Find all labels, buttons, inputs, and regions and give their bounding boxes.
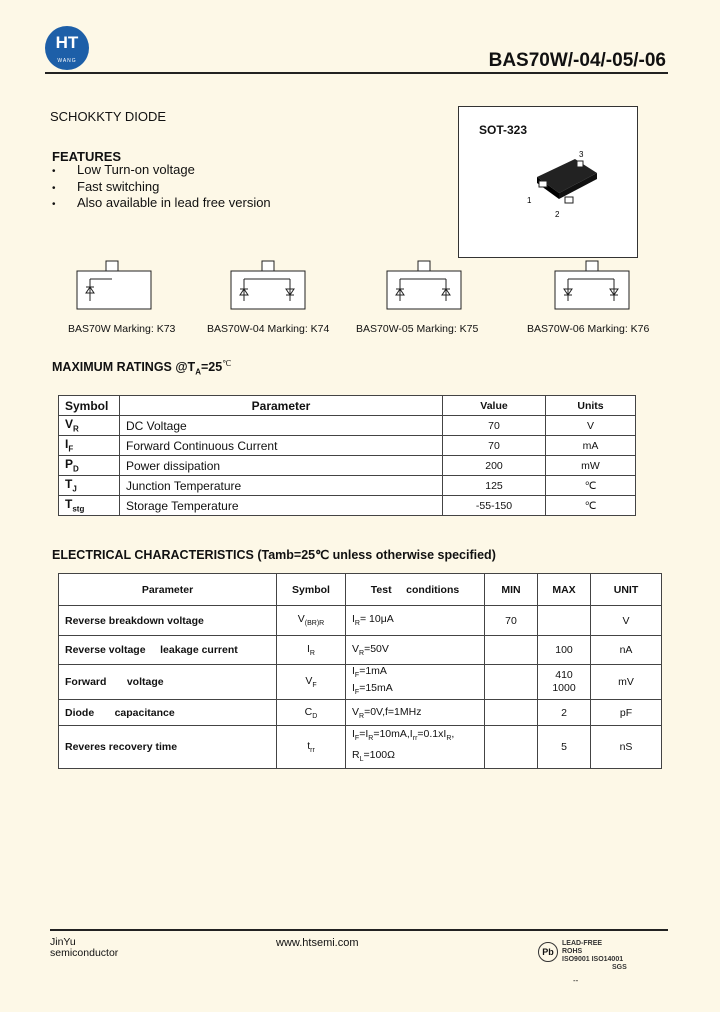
feature-item: • Fast switching (52, 180, 271, 197)
col-unit: UNIT (591, 574, 662, 606)
col-parameter: Parameter (120, 396, 443, 416)
elec-heading: ELECTRICAL CHARACTERISTICS (Tamb=25℃ unless otherwise specified) (52, 548, 496, 562)
footer-url-link[interactable]: www.htsemi.com (276, 937, 359, 949)
footer-company-sub: semiconductor (50, 947, 119, 959)
col-value: Value (443, 396, 546, 416)
table-row: $T_J$ Junction Temperature 125 ℃ (59, 476, 636, 496)
table-row: Reveres recovery time $t_{rr}$ $I_F=I_R=10mA,I_{rr}=0.1xI_R$, $R_L=100\Omega$ 5 nS (59, 726, 662, 769)
col-parameter: Parameter (59, 574, 277, 606)
part-number-title: BAS70W/-04/-05/-06 (488, 50, 666, 71)
schematic-bas70w-05 (386, 259, 464, 311)
package-icon (519, 147, 609, 222)
marking-label: BAS70W Marking: K73 (68, 323, 176, 335)
max-ratings-table (58, 395, 636, 516)
table-row: Reverse voltage leakage current $I_R$ $V_R=50V$ 100 nA (59, 636, 662, 665)
elec-table (58, 573, 662, 769)
feature-item: • Low Turn-on voltage (52, 163, 271, 180)
col-min: MIN (485, 574, 538, 606)
package-box (458, 106, 638, 258)
pb-free-icon: Pb (538, 942, 558, 962)
col-conditions: Test conditions (346, 574, 485, 606)
col-units: Units (546, 396, 636, 416)
page-mark: -- (573, 976, 579, 985)
col-symbol: Symbol (277, 574, 346, 606)
footer-divider (50, 929, 668, 931)
marking-label: BAS70W-05 Marking: K75 (356, 323, 479, 335)
certification-block: LEAD-FREE ROHS ISO9001 ISO14001 SGS (562, 940, 627, 971)
col-symbol: Symbol (59, 396, 120, 416)
table-row: $T_{stg}$ Storage Temperature -55-150 ℃ (59, 496, 636, 516)
marking-label: BAS70W-04 Marking: K74 (207, 323, 330, 335)
schematic-bas70w (76, 259, 154, 311)
table-row: $I_F$ Forward Continuous Current 70 mA (59, 436, 636, 456)
max-ratings-heading: MAXIMUM RATINGS $@T_A=25^℃$ (52, 359, 232, 377)
marking-label: BAS70W-06 Marking: K76 (527, 323, 650, 335)
table-row: $V_R$ DC Voltage 70 V (59, 416, 636, 436)
schematic-bas70w-04 (230, 259, 308, 311)
device-type: SCHOKKTY DIODE (50, 109, 167, 124)
table-row: Diode capacitance $C_D$ $V_R=0V,f=1MHz$ 2 pF (59, 700, 662, 726)
col-max: MAX (538, 574, 591, 606)
table-row: Forward voltage $V_F$ $I_F=1mA$ $I_F=15mA$ 410 1000 mV (59, 665, 662, 700)
pin-1-label: 1 (527, 196, 532, 205)
schematic-bas70w-06 (554, 259, 632, 311)
package-name: SOT-323 (479, 123, 528, 137)
pin-3-label: 3 (579, 150, 584, 159)
features-heading: FEATURES (52, 149, 122, 164)
company-logo: HT WANG (45, 26, 89, 70)
table-row: $P_D$ Power dissipation 200 mW (59, 456, 636, 476)
table-row: Reverse breakdown voltage $V_{(BR)R}$ $I_R= 10\mu A$ 70 V (59, 606, 662, 636)
header-divider (45, 72, 668, 74)
pin-2-label: 2 (555, 210, 560, 219)
feature-item: • Also available in lead free version (52, 196, 271, 213)
footer-company: JinYu (50, 936, 76, 948)
features-list (52, 163, 271, 213)
